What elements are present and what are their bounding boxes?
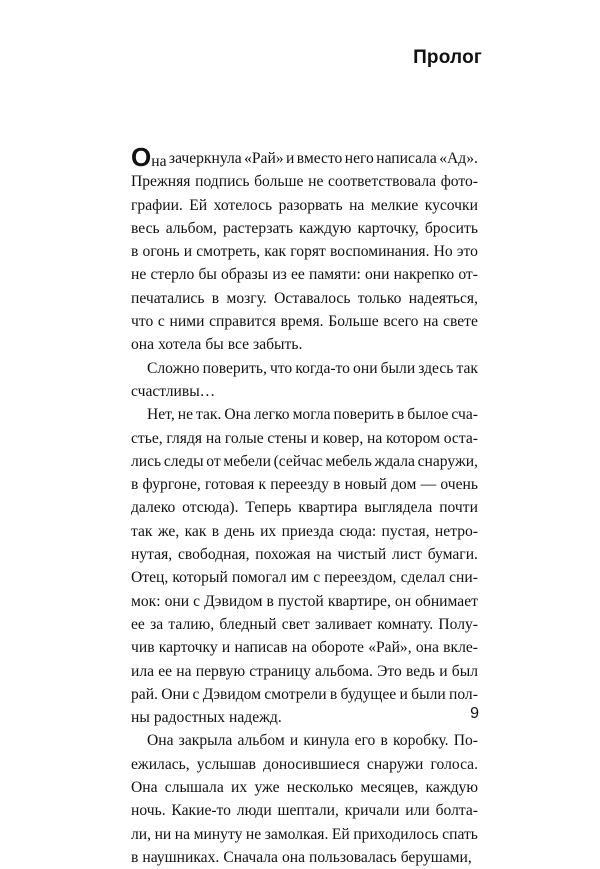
text-line: печатались в мозгу. Оставалось только надеяться, [131, 289, 478, 307]
text-line: рай. Они с Дэвидом смотрели в будущее и были пол- [131, 685, 478, 703]
text-line: ли, ни на минуту не замолкая. Ей приходилось спать [131, 825, 478, 843]
text-line: ночь. Какие-то люди шептали, кричали или болта- [131, 802, 478, 820]
text-line: чив карточку и написав на обороте «Рай», она вкле- [131, 639, 478, 657]
text-line: так же, как в день их приезда сюда: пустая, нетро- [131, 522, 478, 540]
text-line: Сложно поверить, что когда-то они были здесь так [147, 359, 478, 377]
paragraph [131, 729, 478, 869]
paragraph [131, 403, 478, 729]
text-line: Прежняя подпись больше не соответствовала фото- [131, 173, 478, 191]
text-line: ее за талию, бледный свет заливает комнату. Полу- [131, 615, 478, 633]
text-line: весь альбом, растерзать каждую карточку, бросить [131, 219, 478, 237]
text-line: нутая, свободная, похожая на чистый лист бумаги. [131, 546, 478, 564]
text-line: ны радостных надежд. [131, 709, 282, 727]
text-line: в огонь и смотреть, как горят воспоминания. Но это [131, 243, 478, 261]
text-line: Отец, который помогал им с переездом, сделал сни- [131, 569, 478, 587]
text-line: она хотела бы все забыть. [131, 336, 303, 354]
text-line: ежилась, услышав доносившиеся снаружи голоса. [131, 755, 478, 773]
text-line: в фургоне, готовая к переезду в новый дом — очень [131, 476, 478, 494]
text-line: ила ее на первую страницу альбома. Это ведь и был [131, 662, 478, 680]
text-line: Она слышала их уже несколько месяцев, каждую [131, 779, 478, 797]
text-line: Она зачеркнула «Рай» и вместо него написала «Ад». [131, 142, 478, 172]
text-line: Она закрыла альбом и кинула его в коробку. По- [147, 732, 478, 750]
text-line: не стерло бы образы из ее памяти: они накрепко от- [131, 266, 478, 284]
paragraph [131, 142, 478, 357]
text-line: что с ними справится время. Больше всего на свете [131, 313, 478, 331]
page-number: 9 [470, 705, 479, 722]
text-line: стье, глядя на голые стены и ковер, на котором оста- [131, 429, 478, 447]
drop-cap: О [131, 142, 152, 172]
paragraph [131, 357, 478, 404]
chapter-title: Пролог [413, 47, 482, 68]
text-line: счастливы… [131, 382, 216, 400]
text-line: в наушниках. Сначала она пользовалась берушами, [131, 848, 472, 866]
text-line: Нет, не так. Она легко могла поверить в былое сча- [147, 406, 478, 424]
text-line: далеко отсюда). Теперь квартира выглядела почти [131, 499, 478, 517]
text-line: лись следы от мебели (сейчас мебель ждала снаружи, [131, 452, 478, 470]
body-text [131, 142, 478, 869]
text-line: графии. Ей хотелось разорвать на мелкие кусочки [131, 196, 478, 214]
text-line: мок: они с Дэвидом в пустой квартире, он обнимает [131, 592, 478, 610]
